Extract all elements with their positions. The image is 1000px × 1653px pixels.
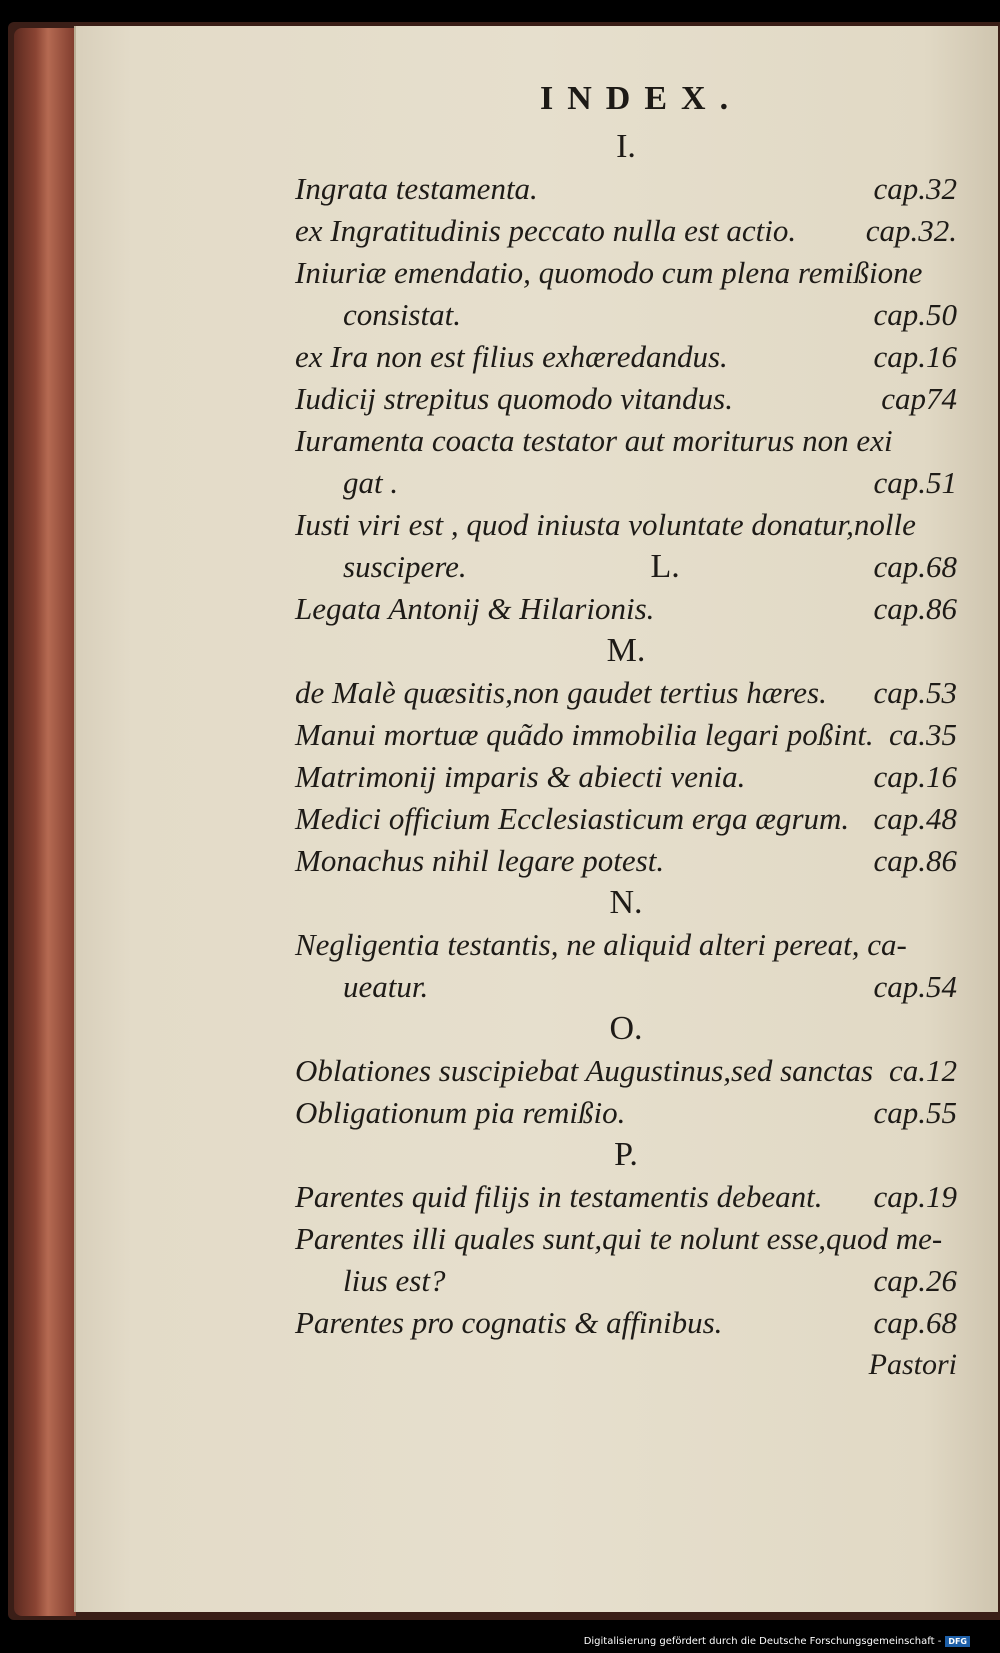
section-letter: M. (606, 632, 646, 669)
entry-text: Parentes illi quales sunt,qui te nolunt esse,quod me- (295, 1221, 943, 1256)
chapter-ref: cap.16 (873, 759, 957, 794)
chapter-ref: cap.68 (873, 1305, 957, 1340)
section-letter: P. (614, 1136, 638, 1173)
chapter-ref: cap.86 (873, 843, 957, 878)
index-entry (295, 1050, 957, 1092)
chapter-ref: cap.53 (873, 675, 957, 710)
index-entry (295, 378, 957, 420)
entry-text: Iusti viri est , quod iniusta voluntate donatur,nolle (295, 507, 916, 542)
index-entry (295, 672, 957, 714)
entry-text: de Malè quæsitis,non gaudet tertius hæres. (295, 675, 827, 710)
index-entry (295, 420, 957, 462)
chapter-ref: cap.32. (865, 213, 957, 248)
entry-text: Oblationes suscipiebat Augustinus,sed sanctas (295, 1053, 874, 1088)
entry-text: lius est? (343, 1263, 446, 1298)
catchword: Pastori (868, 1348, 957, 1381)
entry-text: Iudicij strepitus quomodo vitandus. (295, 381, 733, 416)
page-edges (14, 28, 76, 1616)
section-letter: N. (609, 884, 643, 921)
chapter-ref: cap.48 (873, 801, 957, 836)
digitization-credit (584, 1636, 970, 1647)
entry-text: Ingrata testamenta. (295, 171, 538, 206)
index-entry (295, 1218, 957, 1260)
index-entry (295, 714, 957, 756)
index-entry (295, 294, 957, 336)
entry-text: ex Ingratitudinis peccato nulla est actio. (295, 213, 797, 248)
index-entry (295, 1260, 957, 1302)
index-entry (295, 336, 957, 378)
entry-text: Iuramenta coacta testator aut moriturus non exi (295, 423, 893, 458)
index-entry (295, 966, 957, 1008)
entry-text: Iniuriæ emendatio, quomodo cum plena remißione (295, 255, 923, 290)
entry-text: Medici officium Ecclesiasticum erga ægrum. (295, 801, 850, 836)
chapter-ref: cap.50 (873, 297, 957, 332)
chapter-ref: ca.12 (888, 1053, 957, 1088)
chapter-ref: ca.35 (888, 717, 957, 752)
chapter-ref: cap.68 (873, 549, 957, 584)
entry-text: ueatur. (343, 969, 429, 1004)
chapter-ref: cap.51 (873, 465, 957, 500)
chapter-ref: cap.32 (873, 171, 957, 206)
chapter-ref: cap.19 (873, 1179, 957, 1214)
entry-text: consistat. (343, 297, 461, 332)
entry-text: Obligationum pia remißio. (295, 1095, 626, 1130)
index-entry (295, 546, 957, 588)
section-letter: I. (616, 128, 636, 165)
index-entry (295, 462, 957, 504)
chapter-ref: cap.55 (873, 1095, 957, 1130)
index-entry (295, 1176, 957, 1218)
entry-text: suscipere. (343, 549, 467, 584)
dfg-logo: DFG (945, 1636, 970, 1647)
chapter-ref: cap.16 (873, 339, 957, 374)
index-entry (295, 504, 957, 546)
chapter-ref: cap74 (881, 381, 957, 416)
index-entry (295, 924, 957, 966)
entry-text: gat . (343, 465, 399, 500)
section-letter: O. (609, 1010, 643, 1047)
section-letter: L. (650, 548, 680, 585)
entry-text: Negligentia testantis, ne aliquid alteri pereat, ca- (295, 927, 907, 962)
entry-text: Matrimonij imparis & abiecti venia. (295, 759, 746, 794)
index-entry (295, 756, 957, 798)
index-entry (295, 210, 957, 252)
index-entry (295, 840, 957, 882)
index-entry (295, 1302, 957, 1344)
entry-text: Parentes pro cognatis & affinibus. (295, 1305, 723, 1340)
chapter-ref: cap.54 (873, 969, 957, 1004)
index-entry (295, 798, 957, 840)
entry-text: Manui mortuæ quãdo immobilia legari poßint. (295, 717, 874, 752)
credit-text: Digitalisierung gefördert durch die Deutsche Forschungsgemeinschaft - (583, 1636, 942, 1647)
index-entry (295, 168, 957, 210)
index-content (295, 126, 957, 1386)
chapter-ref: cap.26 (873, 1263, 957, 1298)
entry-text: Legata Antonij & Hilarionis. (295, 591, 655, 626)
index-entry (295, 252, 957, 294)
entry-text: ex Ira non est filius exhæredandus. (295, 339, 728, 374)
entry-text: Parentes quid filijs in testamentis debeant. (295, 1179, 823, 1214)
chapter-ref: cap.86 (873, 591, 957, 626)
index-entry (295, 588, 957, 630)
page-header: INDEX. (540, 80, 743, 117)
index-entry (295, 1092, 957, 1134)
entry-text: Monachus nihil legare potest. (295, 843, 665, 878)
